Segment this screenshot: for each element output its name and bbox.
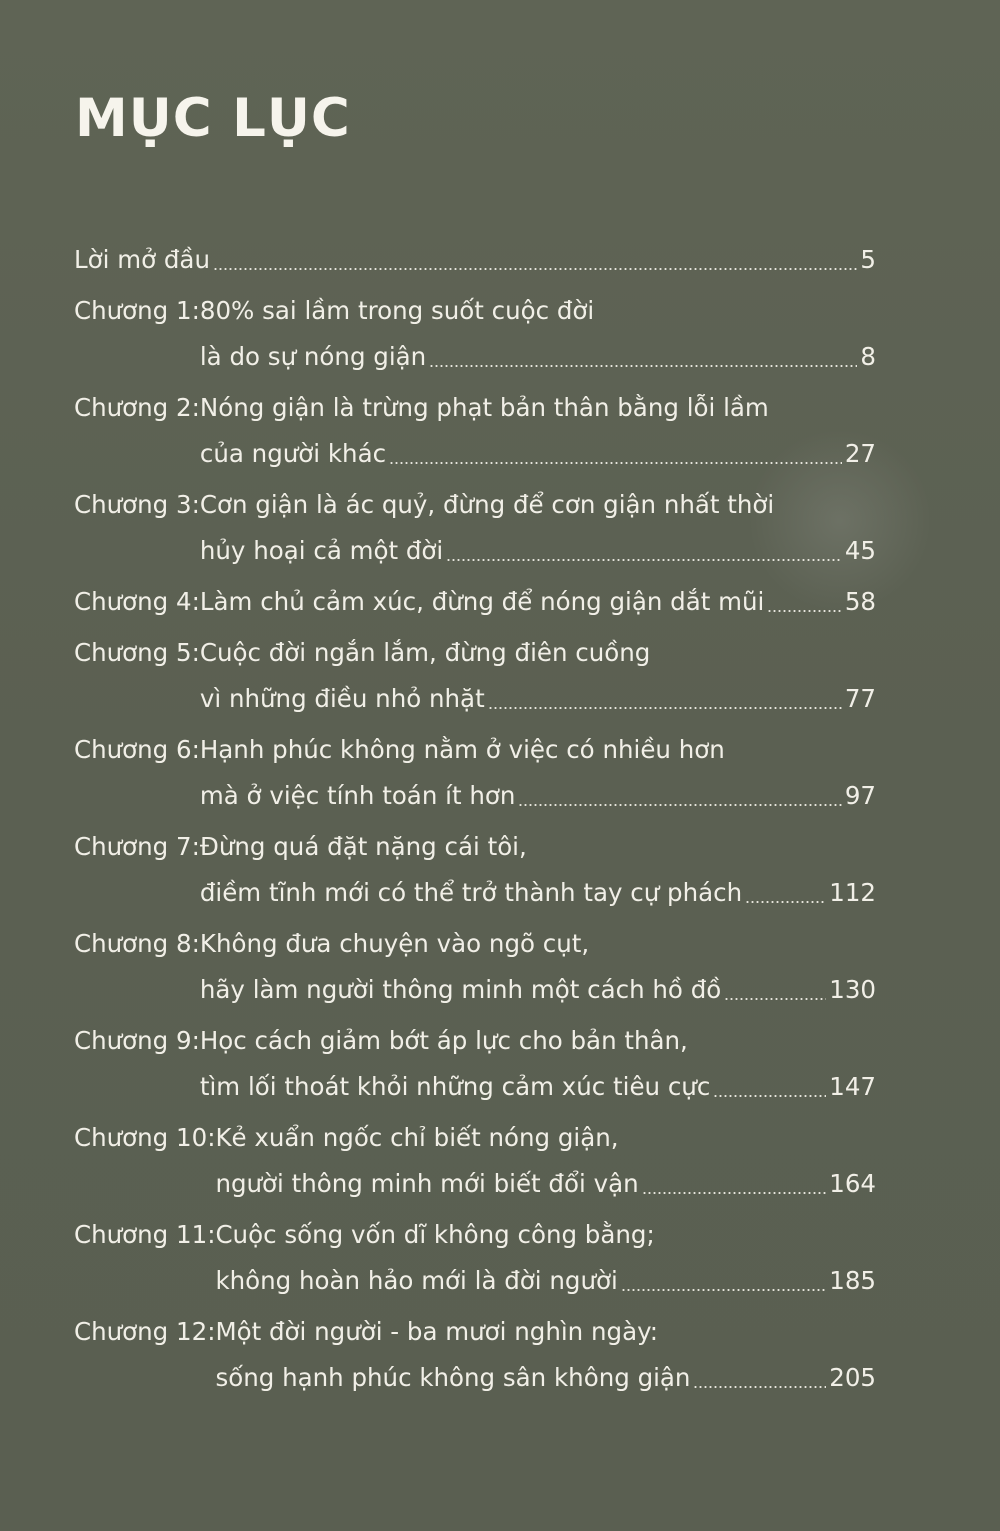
toc-entry	[74, 1212, 876, 1304]
toc-entry	[74, 921, 876, 1013]
toc-entry-line	[74, 334, 876, 380]
toc-entry-line	[74, 1355, 876, 1401]
toc-entry-line	[74, 870, 876, 916]
dot-leader	[488, 707, 842, 709]
toc-entry-text: Lời mở đầu	[74, 245, 210, 274]
toc-entry	[74, 1309, 876, 1401]
toc-entry-line	[74, 824, 876, 870]
toc-entry-line	[74, 630, 876, 676]
toc-chapter-label: Chương 1:	[74, 296, 200, 325]
toc-page-number: 205	[829, 1363, 876, 1392]
toc-entry-line	[74, 1064, 876, 1110]
dot-leader	[518, 804, 841, 806]
toc-chapter-label: Chương 9:	[74, 1026, 200, 1055]
toc-entry-text: tìm lối thoát khỏi những cảm xúc tiêu cực	[199, 1072, 711, 1101]
toc-entry-text: Kẻ xuẩn ngốc chỉ biết nóng giận,	[215, 1123, 619, 1152]
toc-entry	[74, 482, 876, 574]
toc-entry-line	[74, 676, 876, 722]
toc-entry-line	[74, 1018, 876, 1064]
toc-entry-text: không hoàn hảo mới là đời người	[215, 1266, 618, 1295]
toc-entry-text: hãy làm người thông minh một cách hồ đồ	[199, 975, 722, 1004]
toc-chapter-label: Chương 5:	[74, 638, 200, 667]
dot-leader	[389, 462, 842, 464]
toc-page-number: 185	[829, 1266, 876, 1295]
toc-entry-text: Học cách giảm bớt áp lực cho bản thân,	[199, 1026, 688, 1055]
toc-entry-text: điềm tĩnh mới có thể trở thành tay cự phách	[199, 878, 743, 907]
dot-leader	[745, 901, 826, 903]
toc-entry-text: Nóng giận là trừng phạt bản thân bằng lỗi lầm	[199, 393, 769, 422]
toc-entry	[74, 579, 876, 625]
toc-entry-line	[74, 1161, 876, 1207]
toc-chapter-label: Chương 2:	[74, 393, 200, 422]
toc-entry-line	[74, 967, 876, 1013]
toc-entry-text: hủy hoại cả một đời	[199, 536, 444, 565]
toc-entry-text: vì những điều nhỏ nhặt	[199, 684, 485, 713]
toc-entry	[74, 385, 876, 477]
toc-entry	[74, 1115, 876, 1207]
toc-entry-text: là do sự nóng giận	[199, 342, 427, 371]
toc-entry	[74, 288, 876, 380]
toc-entry-text: Cuộc sống vốn dĩ không công bằng;	[215, 1220, 655, 1249]
toc-entry-line	[74, 921, 876, 967]
toc-entry-line	[74, 727, 876, 773]
toc-entry-text: của người khác	[199, 439, 387, 468]
toc-entry-text: Cuộc đời ngắn lắm, đừng điên cuồng	[199, 638, 651, 667]
toc-entry-text: 80% sai lầm trong suốt cuộc đời	[199, 296, 595, 325]
toc-entry-line	[74, 773, 876, 819]
toc-entry-text: Không đưa chuyện vào ngõ cụt,	[199, 929, 590, 958]
dot-leader	[429, 365, 857, 367]
toc-page-number: 164	[829, 1169, 876, 1198]
toc-page-number: 8	[860, 342, 876, 371]
toc-entry-line	[74, 237, 876, 283]
dot-leader	[446, 559, 842, 561]
toc-chapter-label: Chương 4:	[74, 587, 200, 616]
toc-page-number: 147	[829, 1072, 876, 1101]
toc-entry-line	[74, 431, 876, 477]
toc-entry-line	[74, 482, 876, 528]
toc-entry-text: Đừng quá đặt nặng cái tôi,	[199, 832, 527, 861]
page-title: MỤC LỤC	[75, 88, 351, 149]
toc-chapter-label: Chương 12:	[74, 1317, 216, 1346]
toc-entry-text: Cơn giận là ác quỷ, đừng để cơn giận nhất thời	[199, 490, 775, 519]
toc-entry-text: mà ở việc tính toán ít hơn	[199, 781, 516, 810]
toc-entry	[74, 727, 876, 819]
toc-chapter-label: Chương 10:	[74, 1123, 216, 1152]
dot-leader	[713, 1095, 826, 1097]
toc-chapter-label: Chương 6:	[74, 735, 200, 764]
dot-leader	[767, 610, 842, 612]
toc-entry-line	[74, 1309, 876, 1355]
toc-entry-line	[74, 1212, 876, 1258]
toc-page-number: 5	[860, 245, 876, 274]
toc-entry	[74, 237, 876, 283]
toc-entry-line	[74, 1115, 876, 1161]
toc-chapter-label: Chương 11:	[74, 1220, 216, 1249]
table-of-contents	[74, 237, 876, 1406]
toc-page-number: 97	[844, 781, 876, 810]
toc-page-number: 45	[844, 536, 876, 565]
toc-entry-line	[74, 528, 876, 574]
toc-chapter-label: Chương 3:	[74, 490, 200, 519]
toc-entry-text: Một đời người - ba mươi nghìn ngày:	[215, 1317, 659, 1346]
toc-page-number: 58	[844, 587, 876, 616]
toc-entry-line	[74, 385, 876, 431]
dot-leader	[213, 268, 857, 270]
dot-leader	[693, 1386, 826, 1388]
toc-page-number: 77	[844, 684, 876, 713]
toc-entry-text: sống hạnh phúc không sân không giận	[215, 1363, 691, 1392]
toc-entry-text: Hạnh phúc không nằm ở việc có nhiều hơn	[199, 735, 725, 764]
toc-entry-line	[74, 579, 876, 625]
dot-leader	[621, 1289, 826, 1291]
dot-leader	[724, 998, 826, 1000]
toc-page-number: 130	[829, 975, 876, 1004]
toc-page-number: 27	[844, 439, 876, 468]
toc-chapter-label: Chương 7:	[74, 832, 200, 861]
toc-entry	[74, 630, 876, 722]
toc-entry	[74, 1018, 876, 1110]
toc-entry-text: người thông minh mới biết đổi vận	[215, 1169, 639, 1198]
toc-entry-line	[74, 288, 876, 334]
toc-entry	[74, 824, 876, 916]
toc-chapter-label: Chương 8:	[74, 929, 200, 958]
dot-leader	[642, 1192, 827, 1194]
toc-entry-line	[74, 1258, 876, 1304]
toc-entry-text: Làm chủ cảm xúc, đừng để nóng giận dắt mũi	[199, 587, 765, 616]
toc-page-number: 112	[829, 878, 876, 907]
